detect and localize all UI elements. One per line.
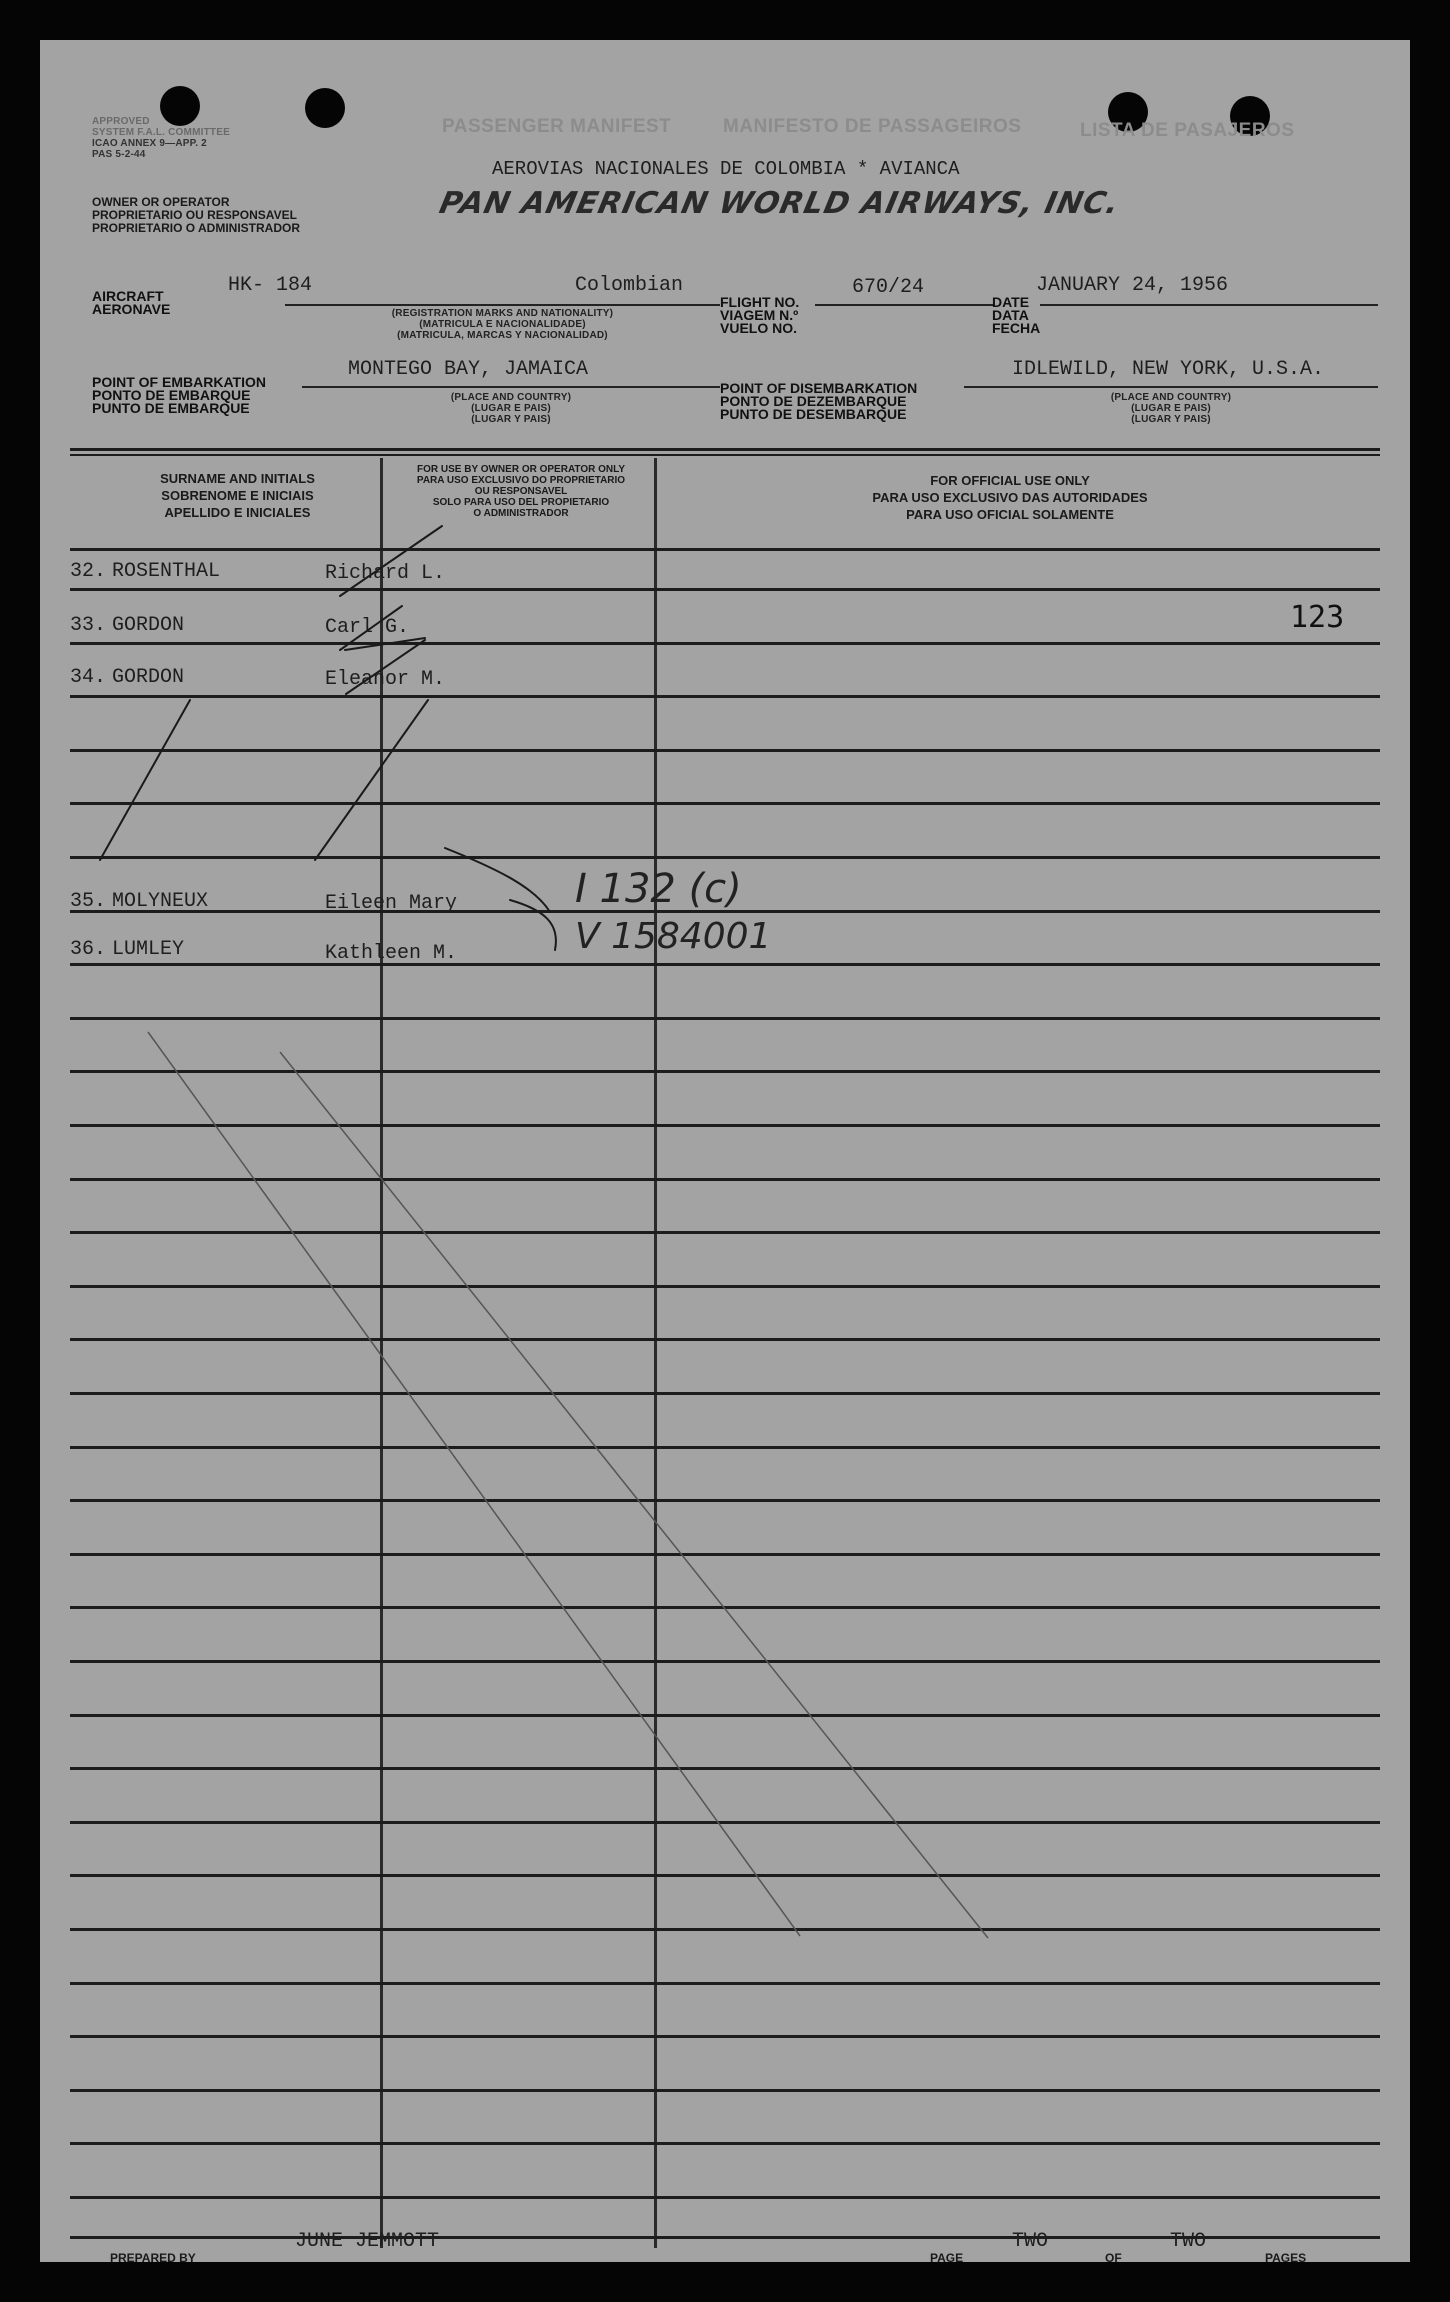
- passenger-given-name: Carl G.: [325, 616, 410, 639]
- passenger-surname: MOLYNEUX: [112, 890, 209, 913]
- flight-label: FLIGHT NO. VIAGEM N.º VUELO NO.: [720, 294, 800, 336]
- operator-printed-logo: PAN AMERICAN WORLD AIRWAYS, INC.: [436, 186, 1123, 221]
- passenger-number: 34.: [70, 666, 107, 689]
- registration-value: HK- 184: [228, 274, 313, 297]
- passenger-number: 36.: [70, 938, 107, 961]
- cross-out-stroke: [315, 700, 428, 860]
- official-number: 123: [1290, 600, 1345, 635]
- handwritten-note: I 132 (c): [575, 866, 742, 912]
- passenger-given-name: Richard L.: [325, 562, 446, 585]
- disembarkation-label: POINT OF DISEMBARKATION PONTO DE DEZEMBARQUE PUNTO DE DESEMBARQUE: [720, 380, 918, 422]
- passenger-surname: GORDON: [112, 614, 185, 637]
- cross-out-stroke: [100, 700, 190, 860]
- title-spanish: LISTA DE PASAJEROS: [1080, 120, 1295, 141]
- aircraft-label: AIRCRAFT AERONAVE: [92, 288, 171, 317]
- passenger-number: 32.: [70, 560, 107, 583]
- check-mark: [340, 526, 442, 596]
- page-total: TWO: [1170, 2230, 1207, 2253]
- passenger-number: 35.: [70, 890, 107, 913]
- approval-block: APPROVED SYSTEM F.A.L. COMMITTEE ICAO ANNEX 9—APP. 2 PAS 5-2-44: [92, 116, 230, 160]
- disembarkation-value: IDLEWILD, NEW YORK, U.S.A.: [1012, 358, 1325, 381]
- page-label: PAGE: [930, 2251, 964, 2262]
- pages-label: PAGES: [1265, 2251, 1307, 2262]
- pen-marks: [40, 40, 1410, 2262]
- passenger-number: 33.: [70, 614, 107, 637]
- manifest-sheet: [40, 40, 1410, 2262]
- nationality-value: Colombian: [575, 274, 684, 297]
- column-header-official-use: FOR OFFICIAL USE ONLY PARA USO EXCLUSIVO DAS AUTORIDADES PARA USO OFICIAL SOLAMENTE: [872, 473, 1148, 522]
- of-label: OF: [1105, 2251, 1122, 2262]
- page-number: TWO: [1012, 2230, 1049, 2253]
- passenger-surname: LUMLEY: [112, 938, 185, 961]
- bracket-stroke: [510, 900, 556, 950]
- embarkation-label: POINT OF EMBARKATION PONTO DE EMBARQUE PUNTO DE EMBARQUE: [92, 374, 266, 416]
- title-portuguese: MANIFESTO DE PASSAGEIROS: [723, 116, 1022, 137]
- title-english: PASSENGER MANIFEST: [442, 116, 672, 137]
- embarkation-place-label: (PLACE AND COUNTRY) (LUGAR E PAIS) (LUGAR Y PAIS): [450, 392, 572, 425]
- embarkation-value: MONTEGO BAY, JAMAICA: [348, 358, 589, 381]
- passenger-surname: ROSENTHAL: [112, 560, 221, 583]
- date-value: JANUARY 24, 1956: [1036, 274, 1229, 297]
- disembarkation-place-label: (PLACE AND COUNTRY) (LUGAR E PAIS) (LUGAR Y PAIS): [1110, 392, 1232, 425]
- date-label: DATE DATA FECHA: [992, 294, 1041, 336]
- void-diagonal-stroke: [280, 1052, 988, 1938]
- column-header-owner-use: FOR USE BY OWNER OR OPERATOR ONLY PARA USO EXCLUSIVO DO PROPRIETARIO OU RESPONSAVEL SOLO PARA USO DEL PROPIETARIO O ADMINISTRADOR: [416, 464, 626, 519]
- operator-typed: AEROVIAS NACIONALES DE COLOMBIA * AVIANCA: [492, 158, 960, 180]
- prepared-by-label: PREPARED BY: [110, 2251, 196, 2262]
- void-diagonal-stroke: [148, 1032, 800, 1936]
- passenger-given-name: Eleanor M.: [325, 668, 446, 691]
- flight-number: 670/24: [852, 276, 925, 299]
- bracket-stroke: [445, 848, 550, 912]
- owner-operator-label: OWNER OR OPERATOR PROPRIETARIO OU RESPONSAVEL PROPRIETARIO O ADMINISTRADOR: [92, 195, 301, 235]
- handwritten-note: V 1584001: [575, 916, 772, 957]
- passenger-given-name: Eileen Mary: [325, 892, 458, 915]
- passenger-surname: GORDON: [112, 666, 185, 689]
- prepared-by-value: JUNE JEMMOTT: [295, 2230, 440, 2253]
- passenger-given-name: Kathleen M.: [325, 942, 458, 965]
- registration-label: (REGISTRATION MARKS AND NATIONALITY) (MATRICULA E NACIONALIDADE) (MATRICULA, MARCAS Y NACIONALIDAD): [391, 308, 614, 341]
- column-header-surname: SURNAME AND INITIALS SOBRENOME E INICIAIS APELLIDO E INICIALES: [160, 471, 315, 520]
